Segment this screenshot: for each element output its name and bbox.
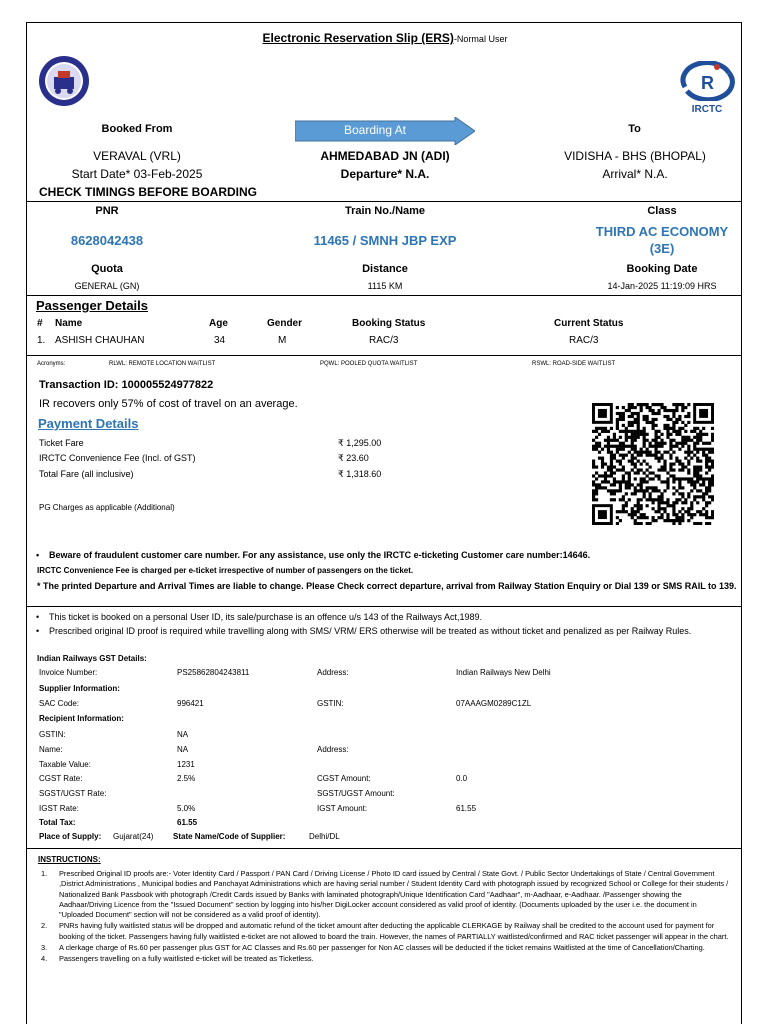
train-label: Train No./Name bbox=[344, 205, 426, 217]
divider bbox=[27, 355, 741, 356]
invoice-number: PS25862804243811 bbox=[177, 668, 250, 677]
cgst-rate-value: 2.5% bbox=[177, 774, 196, 783]
address-label: Address: bbox=[317, 668, 349, 677]
sac-value: 996421 bbox=[177, 699, 204, 708]
ers-title: Electronic Reservation Slip (ERS) bbox=[262, 31, 454, 45]
state-supplier-value: Delhi/DL bbox=[309, 832, 340, 841]
igst-rate-value: 5.0% bbox=[177, 804, 196, 813]
col-booking-status: Booking Status bbox=[352, 318, 426, 329]
id-proof-notice-text: Prescribed original ID proof is required while travelling along with SMS/ VRM/ ERS otherwise will be treated as without ticket and penalized as per Railway Rules. bbox=[49, 626, 692, 636]
cgst-rate-label: CGST Rate: bbox=[39, 774, 83, 783]
acronym-rlwl: RLWL: REMOTE LOCATION WAITLIST bbox=[109, 361, 216, 367]
arrival-time: Arrival* N.A. bbox=[602, 167, 668, 181]
pnr-label: PNR bbox=[95, 205, 119, 217]
address-value: Indian Railways New Delhi bbox=[456, 668, 551, 677]
total-tax-value: 61.55 bbox=[177, 818, 198, 827]
col-num: # bbox=[37, 318, 43, 329]
cgst-amount-value: 0.0 bbox=[456, 774, 468, 783]
table-row bbox=[37, 335, 737, 349]
class-value-line1: THIRD AC ECONOMY bbox=[595, 224, 729, 239]
convenience-fee-notice: IRCTC Convenience Fee is charged per e-ticket irrespective of number of passengers on the ticket. bbox=[37, 566, 414, 575]
recipient-gstin-label: GSTIN: bbox=[39, 730, 66, 739]
gstin-value: 07AAAGM0289C1ZL bbox=[456, 699, 532, 708]
fraud-notice-text: Beware of fraudulent customer care number. For any assistance, use only the IRCTC e-ticketing Customer care number:14646. bbox=[49, 550, 591, 560]
recipient-name-label: Name: bbox=[39, 745, 63, 754]
instructions-list bbox=[39, 869, 729, 966]
passenger-name: ASHISH CHAUHAN bbox=[55, 335, 145, 346]
booking-date-label: Booking Date bbox=[626, 263, 698, 275]
distance-value: 1115 KM bbox=[367, 281, 403, 291]
gst-title: Indian Railways GST Details: bbox=[37, 654, 147, 663]
ers-title-row bbox=[27, 29, 743, 47]
igst-rate-label: IGST Rate: bbox=[39, 804, 79, 813]
personal-id-notice-text: This ticket is booked on a personal User ID, its sale/purchase is an offence u/s 143 of the Railways Act,1989. bbox=[49, 612, 483, 622]
indian-railways-logo bbox=[38, 55, 90, 107]
state-supplier-label: State Name/Code of Supplier: bbox=[173, 832, 286, 841]
boarding-station: AHMEDABAD JN (ADI) bbox=[320, 149, 450, 163]
divider bbox=[27, 606, 741, 607]
from-station: VERAVAL (VRL) bbox=[93, 149, 181, 163]
divider bbox=[27, 201, 741, 202]
id-proof-notice bbox=[36, 625, 739, 637]
sac-label: SAC Code: bbox=[39, 699, 80, 708]
col-current-status: Current Status bbox=[554, 318, 624, 329]
to-station: VIDISHA - BHS (BHOPAL) bbox=[564, 149, 706, 163]
total-fare-value: ₹ 1,318.60 bbox=[338, 469, 382, 479]
recipient-info-title: Recipient Information: bbox=[39, 714, 124, 723]
transaction-id: Transaction ID: 100005524977822 bbox=[39, 379, 214, 391]
recipient-gstin-value: NA bbox=[177, 730, 189, 739]
divider bbox=[27, 295, 741, 296]
list-item: 4. Passengers travelling on a fully waitlisted e-ticket will be treated as Ticketless. bbox=[41, 954, 314, 964]
place-of-supply-label: Place of Supply: bbox=[39, 832, 102, 841]
class-label: Class bbox=[647, 205, 677, 217]
acronym-rswl: RSWL: ROAD-SIDE WAITLIST bbox=[532, 361, 616, 367]
class-value-line2: (3E) bbox=[649, 241, 675, 256]
svg-text:R: R bbox=[701, 73, 714, 93]
distance-label: Distance bbox=[362, 263, 408, 275]
total-fare-label: Total Fare (all inclusive) bbox=[39, 469, 134, 479]
check-timings-note: CHECK TIMINGS BEFORE BOARDING bbox=[39, 185, 258, 199]
total-tax-label: Total Tax: bbox=[39, 818, 76, 827]
boarding-at-label: Boarding At bbox=[343, 123, 407, 137]
igst-amount-value: 61.55 bbox=[456, 804, 477, 813]
to-label: To bbox=[628, 123, 641, 135]
train-number-name: 11465 / SMNH JBP EXP bbox=[313, 233, 457, 248]
passenger-gender: M bbox=[278, 335, 287, 346]
ir-recovers-note: IR recovers only 57% of cost of travel on an average. bbox=[39, 398, 298, 410]
gstin-label: GSTIN: bbox=[317, 699, 344, 708]
acronyms-label: Acronyms: bbox=[37, 361, 66, 367]
passenger-num: 1. bbox=[37, 335, 46, 346]
passenger-table-header bbox=[37, 318, 737, 332]
start-date: Start Date* 03-Feb-2025 bbox=[71, 167, 203, 181]
convenience-fee-label: IRCTC Convenience Fee (Incl. of GST) bbox=[39, 453, 196, 463]
recipient-address-label: Address: bbox=[317, 745, 349, 754]
irctc-logo-text: IRCTC bbox=[691, 104, 723, 115]
list-item: 2. PNRs having fully waitlisted status will be dropped and automatic refund of the ticket amount after deducting the applicable CLERKAGE by Railway shall be credited to the account used for payment for booking of the ticket. Passengers having fully waitlisted e-ticket are not allowed to board the train. However, the names of PARTIALLY waitlisted/confirmed and RAC ticket passenger will appear in the chart. bbox=[41, 921, 729, 941]
taxable-value: 1231 bbox=[177, 760, 195, 769]
sgst-rate-label: SGST/UGST Rate: bbox=[39, 789, 107, 798]
list-item: 3. A clerkage charge of Rs.60 per passenger plus GST for AC Classes and Rs.60 per passenger for Non AC classes will be deducted if the ticket remains Waitlisted at the time of Cancellation/Charting. bbox=[41, 943, 705, 953]
place-of-supply-value: Gujarat(24) bbox=[113, 832, 154, 841]
bullet-icon: • bbox=[36, 626, 40, 636]
payment-details-title: Payment Details bbox=[38, 416, 139, 431]
divider bbox=[27, 848, 741, 849]
ticket-fare-value: ₹ 1,295.00 bbox=[338, 438, 382, 448]
passenger-booking-status: RAC/3 bbox=[369, 335, 399, 346]
personal-id-notice bbox=[36, 612, 739, 622]
passenger-current-status: RAC/3 bbox=[569, 335, 599, 346]
bullet-icon: • bbox=[36, 550, 40, 560]
departure-time: Departure* N.A. bbox=[340, 167, 430, 181]
igst-amount-label: IGST Amount: bbox=[317, 804, 368, 813]
printed-times-notice: * The printed Departure and Arrival Times are liable to change. Please Check correct departure, arrival from Railway Station Enquiry or Dial 139 or SMS RAIL to 139. bbox=[37, 581, 737, 591]
pnr-number: 8628042438 bbox=[70, 233, 144, 248]
ers-subtitle: -Normal User bbox=[453, 34, 508, 44]
fraud-notice bbox=[36, 550, 739, 560]
class-value bbox=[582, 223, 742, 257]
bullet-icon: • bbox=[36, 612, 40, 622]
quota-label: Quota bbox=[91, 263, 123, 275]
convenience-fee-value: ₹ 23.60 bbox=[338, 453, 369, 463]
booking-date-value: 14-Jan-2025 11:19:09 HRS bbox=[607, 281, 717, 291]
acronym-pqwl: PQWL: POOLED QUOTA WAITLIST bbox=[320, 361, 418, 367]
col-age: Age bbox=[209, 318, 228, 329]
booked-from-label: Booked From bbox=[101, 123, 173, 135]
sgst-amount-label: SGST/UGST Amount: bbox=[317, 789, 395, 798]
col-name: Name bbox=[55, 318, 83, 329]
recipient-name-value: NA bbox=[177, 745, 189, 754]
boarding-at-arrow bbox=[295, 117, 475, 145]
qr-code bbox=[592, 403, 714, 525]
instructions-title: INSTRUCTIONS: bbox=[38, 855, 101, 864]
quota-value: GENERAL (GN) bbox=[74, 281, 140, 291]
ticket-fare-label: Ticket Fare bbox=[39, 438, 84, 448]
col-gender: Gender bbox=[267, 318, 303, 329]
ers-slip bbox=[26, 22, 742, 1024]
passenger-age: 34 bbox=[214, 335, 226, 346]
supplier-info-title: Supplier Information: bbox=[39, 684, 120, 693]
irctc-logo bbox=[677, 61, 737, 117]
list-item: 1. Prescribed Original ID proofs are:- Voter Identity Card / Passport / PAN Card / Driving License / Photo ID card issued by Central / State Govt. / Public Sector Undertakings of State / Central Government ,District Administrations , Municipal bodies and Panchayat Administrations which are having serial number / Student Identity Card with photograph issued by recognized School or College for their students / Nationalized Bank Passbook with photograph /Credit Cards issued by Banks with laminated photograph/Unique Identification Card "Aadhaar", m-Aadhaar, e-Aadhaar. /Passenger showing the Aadhaar/Driving Licence from the "Issued Document" section by logging into his/her DigiLocker account considered as valid proof of identity. (Documents uploaded by the user i.e. the document in "Uploaded Document" section will not be considered as a valid proof of identity). bbox=[41, 869, 729, 920]
taxable-value-label: Taxable Value: bbox=[39, 760, 91, 769]
pg-charges-note: PG Charges as applicable (Additional) bbox=[39, 503, 175, 512]
passenger-details-title: Passenger Details bbox=[36, 298, 149, 313]
cgst-amount-label: CGST Amount: bbox=[317, 774, 371, 783]
invoice-label: Invoice Number: bbox=[39, 668, 98, 677]
